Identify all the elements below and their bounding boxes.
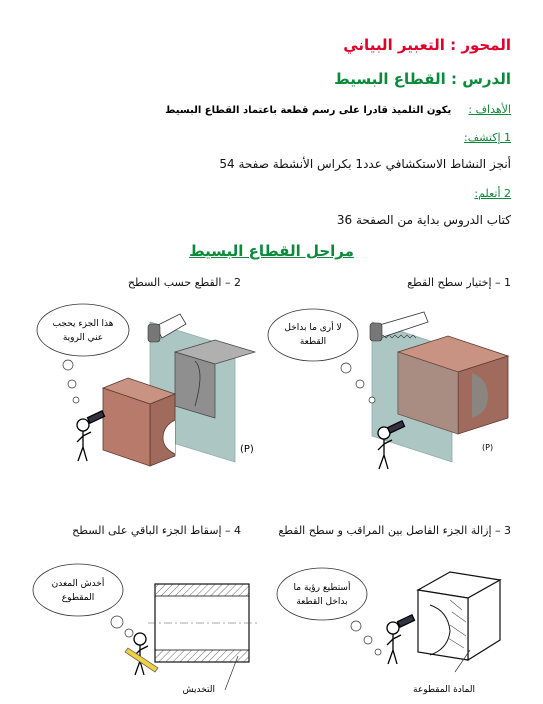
step3-observer-icon [387, 615, 415, 664]
step3-bubble-text: أستطيع رؤية ما بداخل القطعة [293, 583, 351, 607]
step4-caption: 4 – إسقاط الجزء الباقي على السطح [72, 524, 241, 537]
step4-callout: التخديش [182, 685, 215, 695]
learn-text: كتاب الدروس بداية من الصفحة 36 [336, 213, 511, 227]
step2-observer-icon [77, 411, 105, 461]
step4-observer-icon [125, 633, 158, 675]
step2-plane-label: (P) [240, 444, 254, 455]
discover-label: 1 إكتشف: [463, 131, 511, 144]
step3-callout: المادة المقطوعة [413, 685, 475, 695]
step1-plane-label: (P) [482, 443, 494, 452]
step1-bubble-text: لا أرى ما بداخل القطعة [284, 323, 342, 347]
step3-caption: 3 – إزالة الجزء الفاصل بين المراقب و سطح القطع [278, 524, 511, 537]
stages-title: مراحل القطاع البسيط [189, 242, 354, 260]
step1-caption: 1 – إختيار سطح القطع [407, 276, 511, 289]
objective-label: الأهداف : [468, 103, 511, 116]
lesson-heading: الدرس : القطاع البسيط [334, 70, 511, 88]
discover-text: أنجز النشاط الاستكشافي عدد1 بكراس الأنشطة صفحة 54 [219, 157, 511, 171]
step2-caption: 2 – القطع حسب السطح [127, 276, 241, 289]
learn-label: 2 أتعلم: [474, 187, 511, 200]
objective-text: يكون التلميذ قادرا على رسم قطعة باعتماد القطاع البسيط [165, 105, 452, 116]
axis-heading: المحور : التعبير البياني [343, 36, 511, 54]
step4-bubble-text: أخدش المعدن المقطوع [51, 579, 105, 603]
step1-saw-icon [370, 312, 428, 341]
step2-bubble-text: هذا الجزء يحجب عني الروية [52, 319, 114, 343]
